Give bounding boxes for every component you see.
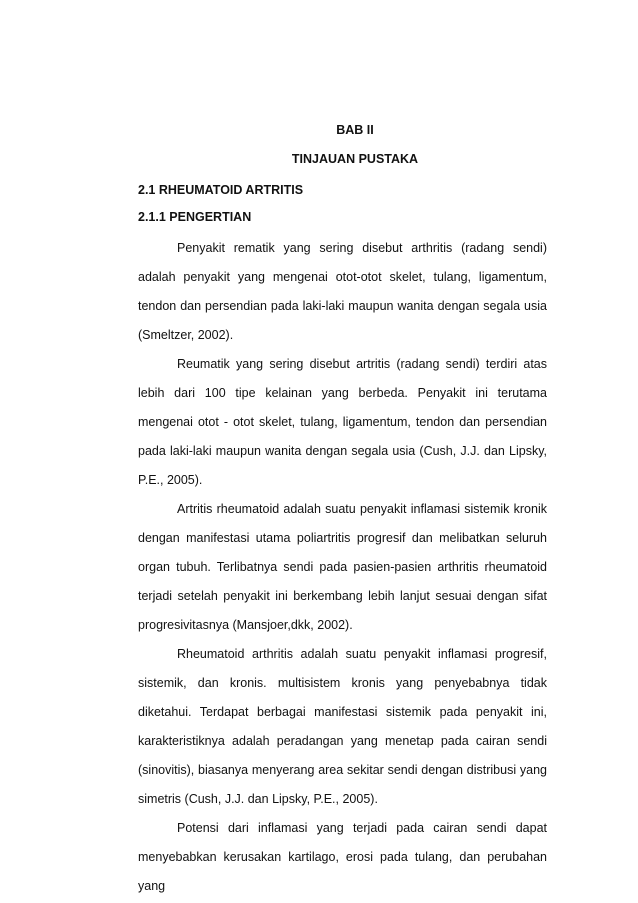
body-text (138, 234, 547, 901)
paragraph-5: Potensi dari inflamasi yang terjadi pada cairan sendi dapat menyebabkan kerusakan kartilago, erosi pada tulang, dan perubahan yang (138, 821, 547, 893)
chapter-title: TINJAUAN PUSTAKA (291, 152, 419, 166)
paragraph-2: Reumatik yang sering disebut artritis (radang sendi) terdiri atas lebih dari 100 tipe kelainan yang berbeda. Penyakit ini terutama mengenai otot - otot skelet, tulang, ligamentum, tendon dan persendian pada laki-laki maupun wanita dengan segala usia (Cush, J.J. dan Lipsky, P.E., 2005). (138, 357, 547, 487)
paragraph-4: Rheumatoid arthritis adalah suatu penyakit inflamasi progresif, sistemik, dan kronis. multisistem kronis yang penyebabnya tidak diketahui. Terdapat berbagai manifestasi sistemik pada penyakit ini, karakteristiknya adalah peradangan yang menetap pada cairan sendi (sinovitis), biasanya menyerang area sekitar sendi dengan distribusi yang simetris (Cush, J.J. dan Lipsky, P.E., 2005). (138, 647, 547, 806)
paragraph-1: Penyakit rematik yang sering disebut arthritis (radang sendi) adalah penyakit yang mengenai otot-otot skelet, tulang, ligamentum, tendon dan persendian pada laki-laki maupun wanita dengan segala usia (Smeltzer, 2002). (138, 241, 547, 342)
subsection-heading: 2.1.1 PENGERTIAN (138, 210, 252, 224)
paragraph-3: Artritis rheumatoid adalah suatu penyakit inflamasi sistemik kronik dengan manifestasi utama poliartritis progresif dan melibatkan seluruh organ tubuh. Terlibatnya sendi pada pasien-pasien arthritis rheumatoid terjadi setelah penyakit ini berkembang lebih lanjut sesuai dengan sifat progresivitasnya (Mansjoer,dkk, 2002). (138, 502, 547, 632)
section-heading: 2.1 RHEUMATOID ARTRITIS (138, 183, 304, 197)
chapter-number: BAB II (336, 123, 374, 137)
